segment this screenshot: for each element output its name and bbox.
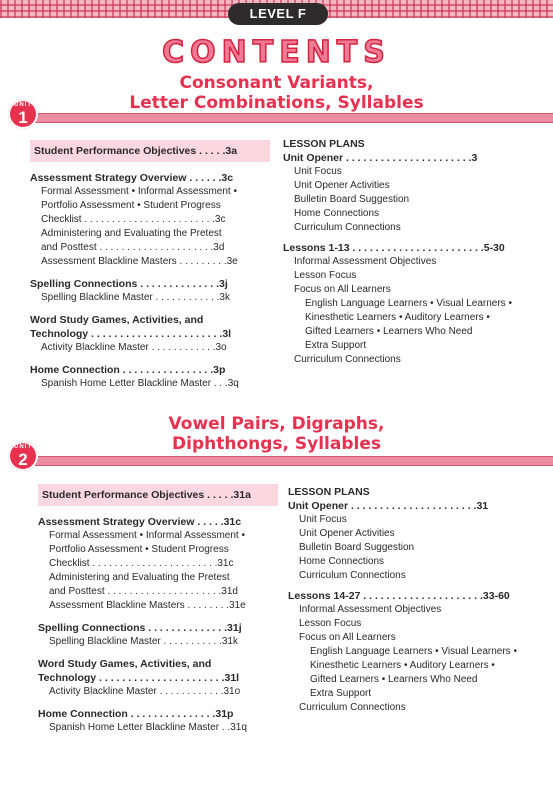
lessons-heading: Lessons 1-13 . . . . . . . . . . . . . . . . . . . . . . .5-30: [283, 242, 505, 254]
assessment-item: Formal Assessment • Informal Assessment •: [41, 186, 237, 197]
unit-1-band: [20, 113, 553, 123]
unit-1-left-column: [30, 140, 270, 391]
unit-1-title-line-2: Letter Combinations, Syllables: [129, 93, 424, 113]
unit-badge-label: UNIT: [14, 102, 32, 108]
unit-1-title: [0, 73, 553, 113]
spelling-heading: Spelling Connections . . . . . . . . . . . . . .31j: [38, 622, 242, 634]
lesson-plans-heading: LESSON PLANS: [283, 138, 365, 150]
word-study-item: Activity Blackline Master . . . . . . . . . . . .3o: [41, 342, 227, 353]
spelling-heading: Spelling Connections . . . . . . . . . . . . . .3j: [30, 278, 228, 290]
unit-opener-item: Curriculum Connections: [299, 570, 406, 581]
page-title: CONTENTS: [162, 35, 391, 70]
assessment-item: and Posttest . . . . . . . . . . . . . . . . . . . . .31d: [49, 586, 238, 597]
learners-item: Extra Support: [310, 688, 372, 699]
level-badge: LEVEL F: [228, 3, 328, 25]
unit-1-right-column: [283, 137, 528, 367]
unit-opener-item: Home Connections: [294, 208, 380, 219]
unit-opener-item: Curriculum Connections: [294, 222, 401, 233]
assessment-item: Checklist . . . . . . . . . . . . . . . . . . . . . . . .3c: [41, 214, 226, 225]
performance-objectives: Student Performance Objectives . . . . .3a: [30, 140, 270, 162]
learners-item: Kinesthetic Learners • Auditory Learners •: [305, 312, 490, 323]
learners-item: English Language Learners • Visual Learners •: [305, 298, 512, 309]
unit-opener-item: Home Connections: [299, 556, 385, 567]
assessment-item: Assessment Blackline Masters . . . . . . . .31e: [49, 600, 246, 611]
assessment-heading: Assessment Strategy Overview . . . . .31c: [38, 516, 242, 528]
home-connection-heading: Home Connection . . . . . . . . . . . . . . .31p: [38, 708, 234, 720]
learners-item: Extra Support: [305, 340, 367, 351]
home-connection-item: Spanish Home Letter Blackline Master . . .3q: [41, 378, 239, 389]
unit-badge-label: UNIT: [14, 444, 32, 450]
unit-opener-item: Unit Opener Activities: [294, 180, 390, 191]
unit-opener-item: Unit Focus: [299, 514, 347, 525]
unit-opener-heading: Unit Opener . . . . . . . . . . . . . . . . . . . . . .3: [283, 152, 478, 164]
lesson-plans-heading: LESSON PLANS: [288, 486, 370, 498]
curriculum-connections-item: Curriculum Connections: [294, 354, 401, 365]
unit-2-title: [0, 414, 553, 454]
assessment-item: and Posttest . . . . . . . . . . . . . . . . . . . . .3d: [41, 242, 225, 253]
unit-1-badge: [8, 99, 38, 129]
unit-2-title-line-2: Diphthongs, Syllables: [172, 434, 381, 454]
unit-opener-item: Unit Focus: [294, 166, 342, 177]
assessment-item: Checklist . . . . . . . . . . . . . . . . . . . . . . .31c: [49, 558, 234, 569]
lessons-item: Informal Assessment Objectives: [294, 256, 437, 267]
lessons-item: Lesson Focus: [299, 618, 362, 629]
unit-2-right-column: [288, 485, 533, 715]
learners-item: Gifted Learners • Learners Who Need: [310, 674, 478, 685]
spelling-item: Spelling Blackline Master . . . . . . . . . . .31k: [49, 636, 238, 647]
assessment-item: Formal Assessment • Informal Assessment •: [49, 530, 245, 541]
unit-badge-number: 1: [18, 108, 28, 127]
word-study-heading-line-1: Word Study Games, Activities, and: [30, 314, 204, 326]
assessment-item: Assessment Blackline Masters . . . . . . . . .3e: [41, 256, 238, 267]
assessment-heading: Assessment Strategy Overview . . . . . .3c: [30, 172, 234, 184]
assessment-item: Portfolio Assessment • Student Progress: [49, 544, 229, 555]
word-study-heading-line-1: Word Study Games, Activities, and: [38, 658, 212, 670]
unit-opener-heading: Unit Opener . . . . . . . . . . . . . . . . . . . . . .31: [288, 500, 489, 512]
lessons-item: Lesson Focus: [294, 270, 357, 281]
learners-item: English Language Learners • Visual Learners •: [310, 646, 517, 657]
performance-objectives: Student Performance Objectives . . . . .31a: [38, 484, 278, 506]
unit-opener-item: Bulletin Board Suggestion: [299, 542, 415, 553]
unit-1-title-line-1: Consonant Variants,: [179, 73, 374, 93]
unit-opener-item: Unit Opener Activities: [299, 528, 395, 539]
unit-2-band: [20, 456, 553, 466]
assessment-item: Portfolio Assessment • Student Progress: [41, 200, 221, 211]
curriculum-connections-item: Curriculum Connections: [299, 702, 406, 713]
unit-2-badge: [8, 441, 38, 471]
lessons-item: Informal Assessment Objectives: [299, 604, 442, 615]
spelling-item: Spelling Blackline Master . . . . . . . . . . . .3k: [41, 292, 230, 303]
word-study-item: Activity Blackline Master . . . . . . . . . . . .31o: [49, 686, 241, 697]
lessons-item: Focus on All Learners: [294, 284, 391, 295]
home-connection-item: Spanish Home Letter Blackline Master . .31q: [49, 722, 247, 733]
word-study-heading-line-2: Technology . . . . . . . . . . . . . . . . . . . . . . .3l: [30, 328, 232, 340]
assessment-item: Administering and Evaluating the Pretest: [41, 228, 222, 239]
unit-opener-item: Bulletin Board Suggestion: [294, 194, 410, 205]
lessons-heading: Lessons 14-27 . . . . . . . . . . . . . . . . . . . . .33-60: [288, 590, 510, 602]
unit-badge-number: 2: [18, 450, 28, 469]
unit-2-left-column: [38, 484, 278, 735]
lessons-item: Focus on All Learners: [299, 632, 396, 643]
learners-item: Kinesthetic Learners • Auditory Learners •: [310, 660, 495, 671]
assessment-item: Administering and Evaluating the Pretest: [49, 572, 230, 583]
home-connection-heading: Home Connection . . . . . . . . . . . . . . . .3p: [30, 364, 226, 376]
word-study-heading-line-2: Technology . . . . . . . . . . . . . . . . . . . . . .31l: [38, 672, 240, 684]
learners-item: Gifted Learners • Learners Who Need: [305, 326, 473, 337]
unit-2-title-line-1: Vowel Pairs, Digraphs,: [168, 414, 385, 434]
